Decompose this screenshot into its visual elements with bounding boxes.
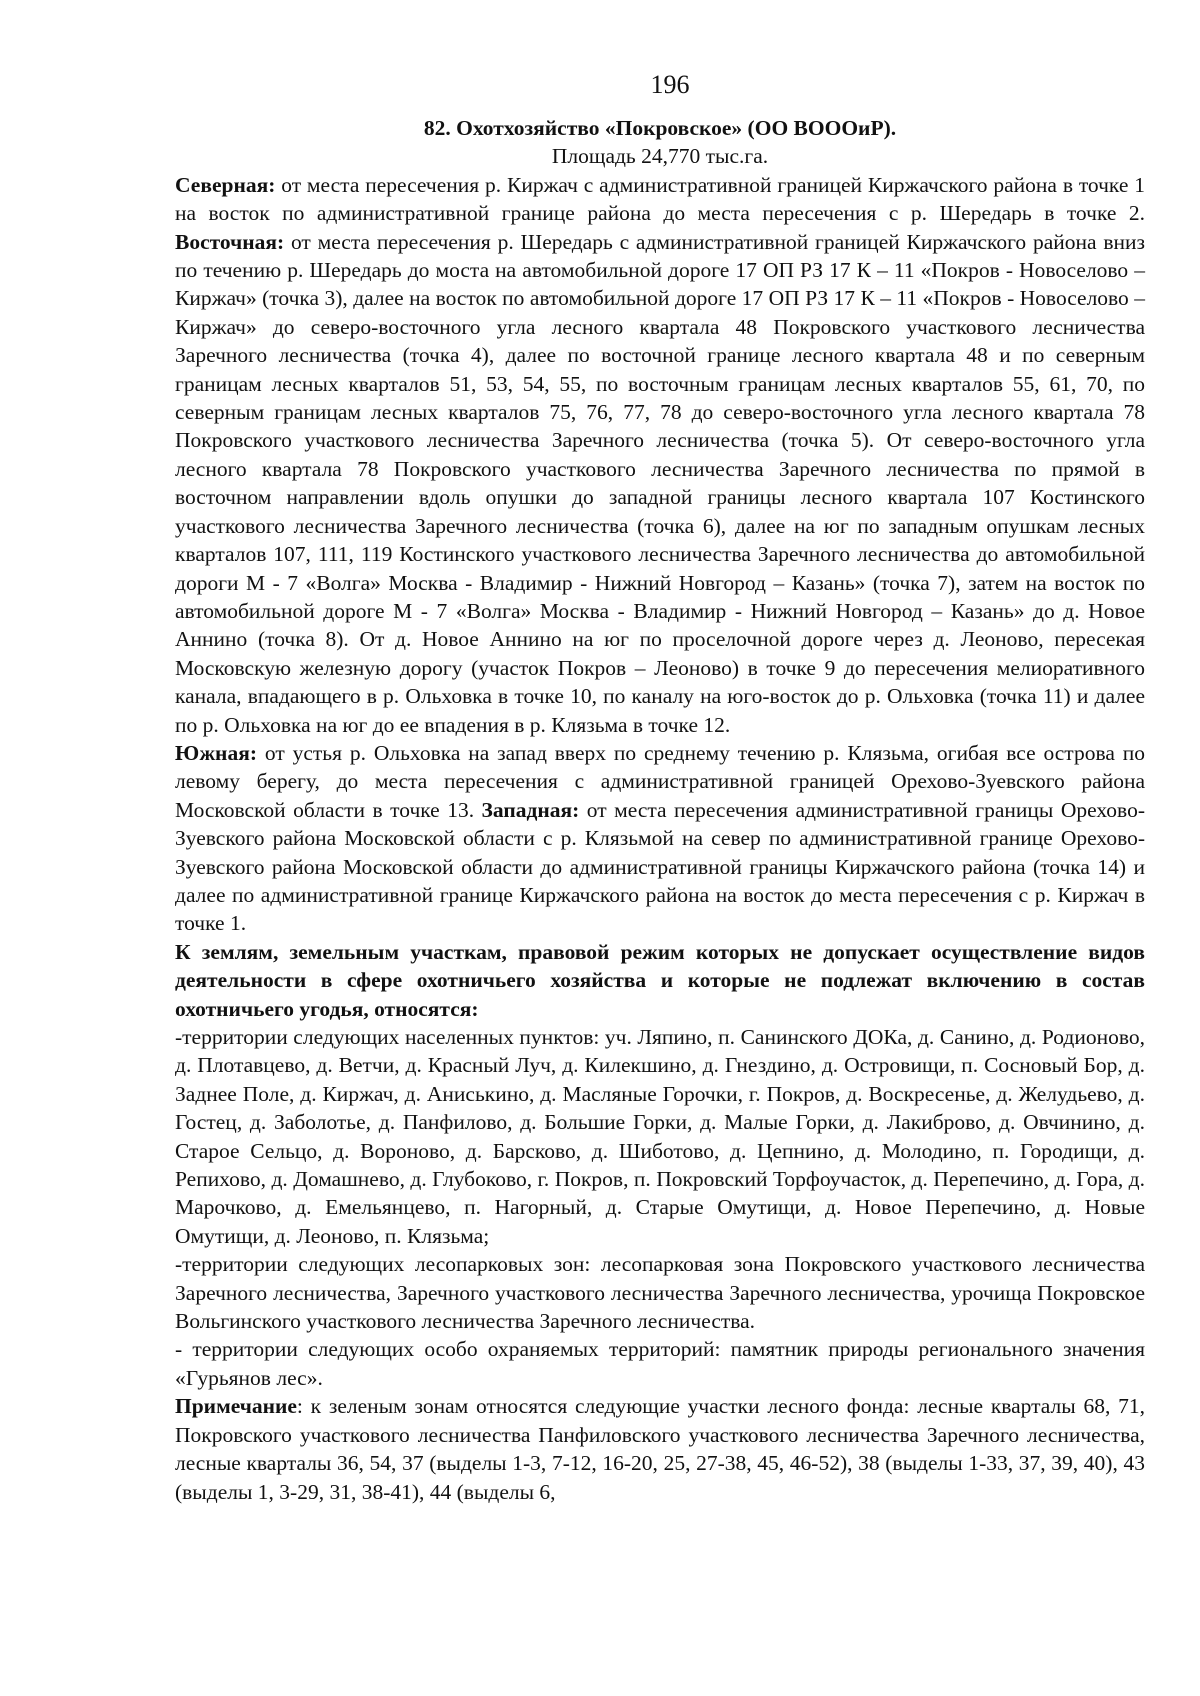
- area-line: Площадь 24,770 тыс.га.: [551, 144, 769, 169]
- boundary-paragraph-2: [175, 739, 1145, 938]
- page-number: 196: [650, 70, 690, 99]
- east-text: от места пересечения р. Шередарь с административной границей Киржачского района вниз по течению р. Шередарь до моста на автомобильной дороге 17 ОП РЗ 17 К – 11 «Покров - Новоселово – Киржач» (точка 3), далее на восток по автомобильной дороге 17 ОП РЗ 17 К – 11 «Покров - Новоселово – Киржач» до северо-восточного угла лесного квартала 48 Покровского участкового лесничества Заречного лесничества (точка 4), далее по восточной границе лесного квартала 48 и по северным границам лесных кварталов 51, 53, 54, 55, по восточным границам лесных кварталов 55, 61, 70, по северным границам лесных кварталов 75, 76, 77, 78 до северо-восточного угла лесного квартала 78 Покровского участкового лесничества Заречного лесничества (точка 5). От северо-восточного угла лесного квартала 78 Покровского участкового лесничества Заречного лесничества по прямой в восточном направлении вдоль опушки до западной границы лесного квартала 107 Костинского участкового лесничества Заречного лесничества (точка 6), далее на юг по западным опушкам лесных кварталов 107, 111, 119 Костинского участкового лесничества Заречного лесничества до автомобильной дороги М - 7 «Волга» Москва - Владимир - Нижний Новгород – Казань» (точка 7), затем на восток по автомобильной дороге М - 7 «Волга» Москва - Владимир - Нижний Новгород – Казань» до д. Новое Аннино (точка 8). От д. Новое Аннино на юг по проселочной дороге через д. Леоново, пересекая Московскую железную дорогу (участок Покров – Леоново) в точке 9 до пересечения мелиоративного канала, впадающего в р. Ольховка в точке 10, по каналу на юго-восток до р. Ольховка (точка 11) и далее по р. Ольховка на юг до ее впадения в р. Клязьма в точке 12.: [175, 229, 1145, 737]
- west-label: Западная:: [481, 797, 580, 822]
- boundary-paragraph-1: [175, 171, 1145, 739]
- exclusions-heading: К землям, земельным участкам, правовой режим которых не допускает осуществление видов деятельности в сфере охотничьего хозяйства и которые не подлежат включению в состав охотничьего угодья, относятся:: [175, 939, 1145, 1021]
- south-text: от устья р. Ольховка на запад вверх по среднему течению р. Клязьма, огибая все острова по левому берегу, до места пересечения с административной границей Орехово-Зуевского района Московской области в точке 13.: [175, 740, 1145, 822]
- document-page: [175, 68, 1145, 1506]
- east-label: Восточная:: [175, 229, 285, 254]
- west-text: от места пересечения административной границы Орехово-Зуевского района Московской области с р. Клязьмой на север по административной границе Орехово-Зуевского района Московской области до административной границы Киржачского района (точка 14) и далее по административной границе Киржачского района на восток до места пересечения с р. Киржач в точке 1.: [175, 797, 1145, 936]
- north-label: Северная:: [175, 172, 276, 197]
- south-label: Южная:: [175, 740, 257, 765]
- exclusion-forest-park-zones: -территории следующих лесопарковых зон: лесопарковая зона Покровского участкового лесничества Заречного лесничества, Заречного участкового лесничества Заречного лесничества, урочища Покровское Вольгинского участкового лесничества Заречного лесничества.: [175, 1252, 1145, 1334]
- exclusion-protected-areas: - территории следующих особо охраняемых территорий: памятник природы регионального значения «Гурьянов лес».: [175, 1337, 1145, 1390]
- exclusion-settlements: -территории следующих населенных пунктов: уч. Ляпино, п. Санинского ДОКа, д. Санино, д. Родионово, д. Плотавцево, д. Ветчи, д. Красный Луч, д. Килекшино, д. Гнездино, д. Островищи, п. Сосновый Бор, д. Заднее Поле, д. Киржач, д. Аниськино, д. Масляные Горочки, г. Покров, д. Воскресенье, д. Желудьево, д. Гостец, д. Заболотье, д. Панфилово, д. Большие Горки, д. Малые Горки, д. Лакиброво, д. Овчинино, д. Старое Сельцо, д. Вороново, д. Барсково, д. Шиботово, д. Цепнино, д. Молодино, п. Городищи, д. Репихово, д. Домашнево, д. Глубоково, г. Покров, п. Покровский Торфоучасток, д. Перепечино, д. Гора, д. Марочково, д. Емельянцево, п. Нагорный, д. Старые Омутищи, д. Новое Перепечино, д. Новые Омутищи, д. Леоново, п. Клязьма;: [175, 1025, 1145, 1248]
- north-text: от места пересечения р. Киржач с административной границей Киржачского района в точке 1 на восток по административной границе района до места пересечения с р. Шередарь в точке 2.: [175, 172, 1145, 226]
- note-text: : к зеленым зонам относятся следующие участки лесного фонда: лесные кварталы 68, 71, Покровского участкового лесничества Панфиловского участкового лесничества Заречного лесничества, лесные кварталы 36, 54, 37 (выделы 1-3, 7-12, 16-20, 25, 27-38, 45, 46-52), 38 (выделы 1-33, 37, 39, 40), 43 (выделы 1, 3-29, 31, 38-41), 44 (выделы 6,: [175, 1394, 1145, 1504]
- note-paragraph: [175, 1392, 1145, 1506]
- note-label: Примечание: [175, 1394, 297, 1419]
- section-title: 82. Охотхозяйство «Покровское» (ОО ВОООиР).: [423, 116, 897, 140]
